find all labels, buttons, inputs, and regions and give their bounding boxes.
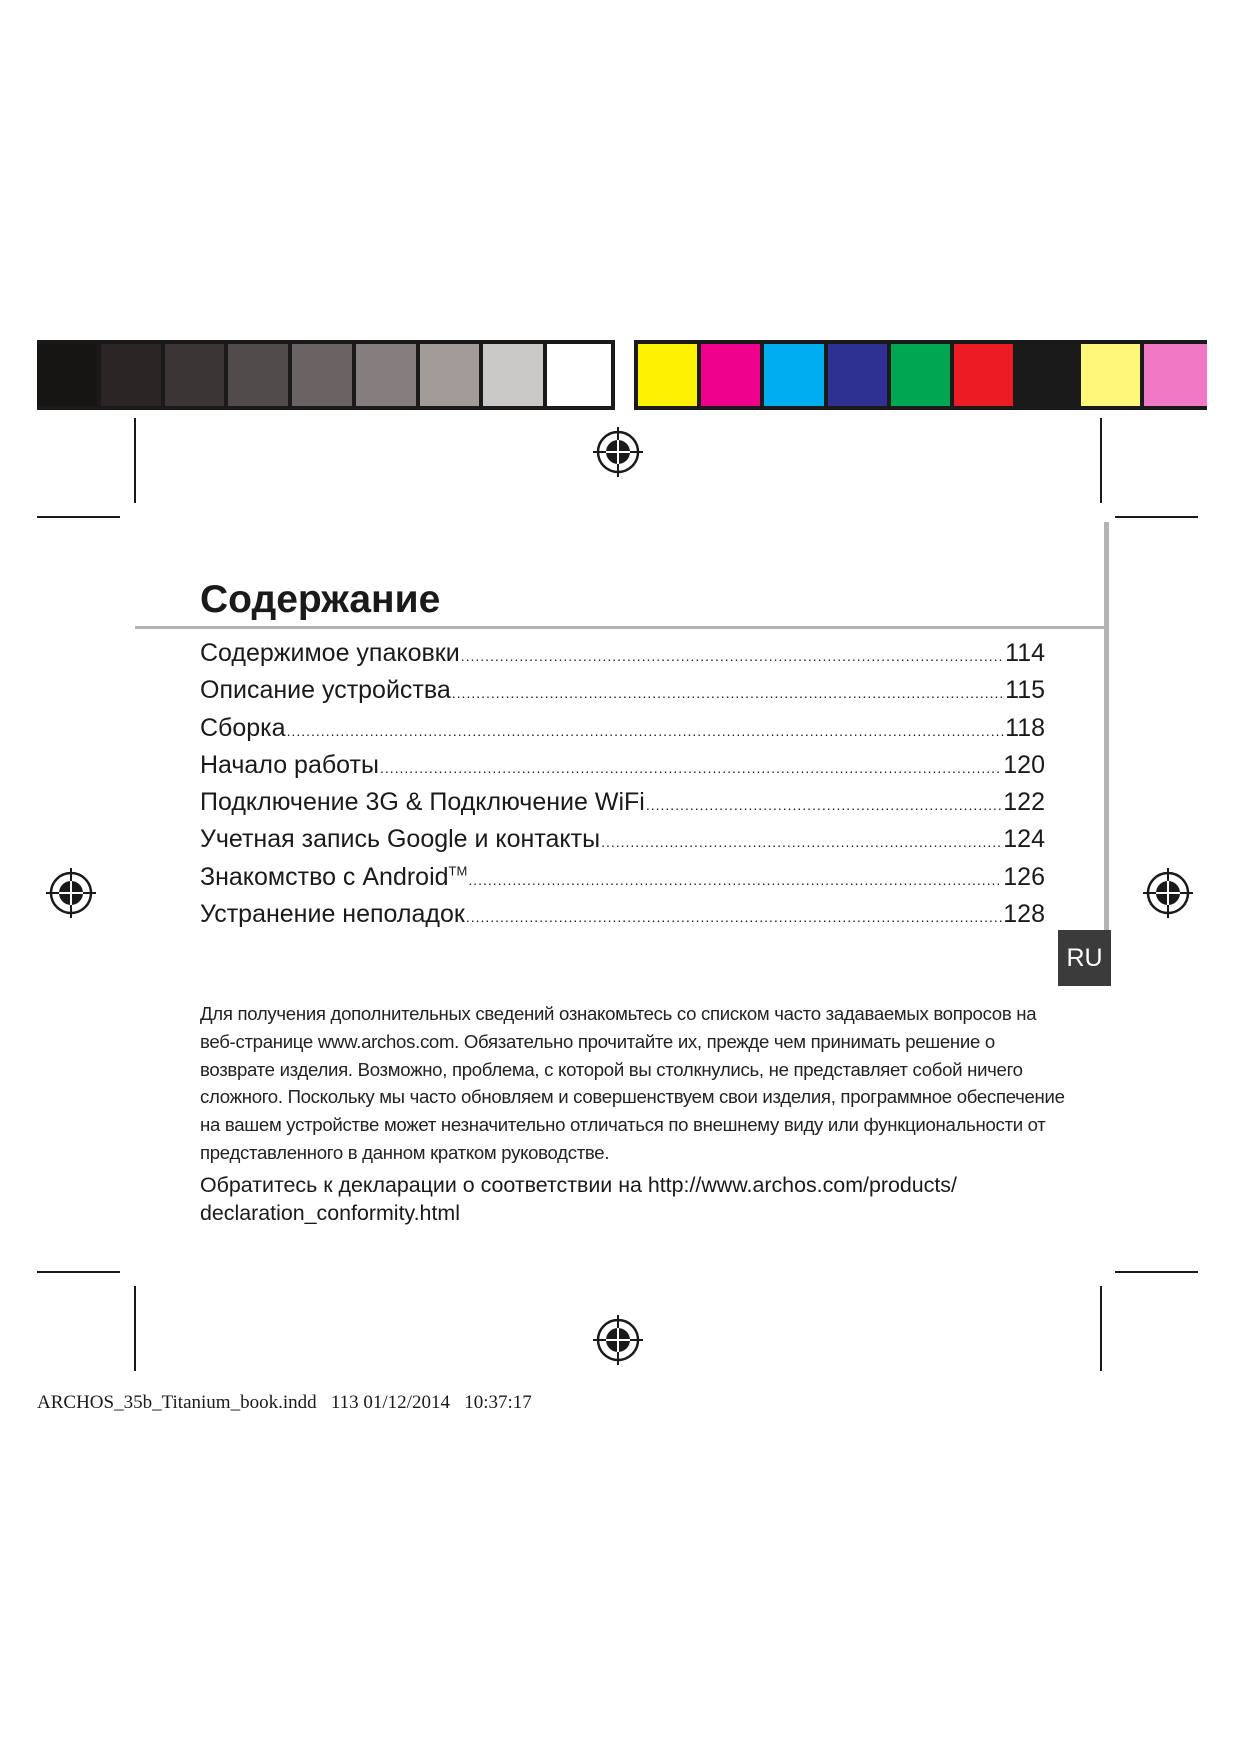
crop-mark bbox=[134, 1286, 136, 1371]
trademark-superscript: TM bbox=[448, 863, 468, 879]
toc-entry-label: Сборка bbox=[200, 713, 286, 742]
toc-entry-page: 126 bbox=[1003, 862, 1045, 891]
toc-entry-label: Устранение неполадок bbox=[200, 900, 465, 929]
toc-entry-page: 120 bbox=[1003, 750, 1045, 779]
slug-date: 01/12/2014 bbox=[363, 1392, 450, 1413]
crop-mark bbox=[37, 516, 120, 518]
crop-mark bbox=[37, 1271, 120, 1273]
toc-entry[interactable] bbox=[200, 676, 1045, 713]
crop-mark bbox=[1115, 516, 1198, 518]
slug-time: 10:37:17 bbox=[464, 1392, 532, 1413]
print-slug bbox=[37, 1392, 532, 1414]
toc-entry[interactable] bbox=[200, 714, 1045, 751]
declaration-paragraph: Обратитесь к декларации о соответствии на http://www.archos.com/products/ declaration_conformity.html bbox=[200, 1173, 957, 1225]
color-swatch bbox=[420, 344, 484, 406]
toc-entry-page: 124 bbox=[1003, 825, 1045, 854]
crop-mark bbox=[1100, 1286, 1102, 1371]
toc-entry-label: Подключение 3G & Подключение WiFi bbox=[200, 788, 645, 817]
toc-entry-page: 114 bbox=[1005, 639, 1045, 667]
toc-entry[interactable] bbox=[200, 788, 1045, 825]
color-swatch bbox=[828, 344, 891, 406]
color-swatch bbox=[954, 344, 1017, 406]
toc-leader-dots bbox=[468, 872, 1002, 888]
crop-mark bbox=[1115, 1271, 1198, 1273]
registration-mark-icon bbox=[591, 425, 645, 479]
toc-entry-label: Начало работы bbox=[200, 750, 379, 779]
toc-entry-label bbox=[200, 863, 467, 892]
color-swatch bbox=[356, 344, 420, 406]
info-paragraph: Для получения дополнительных сведений ознакомьтесь со списком часто задаваемых вопросов на веб-странице www.archos.com. Обязательно прочитайте их, прежде чем принимать решение о возврате изделия. Возможно, проблема, с которой вы столкнулись, не представляет собой ничего сложного. Поскольку мы часто обновляем и совершенствуем свои изделия, программное обеспечение на вашем устройстве может незначительно отличаться по внешнему виду или функциональности от представленного в данном кратком руководстве. bbox=[200, 1003, 1065, 1163]
toc-entry-page: 115 bbox=[1005, 676, 1045, 705]
color-swatch bbox=[1017, 344, 1080, 406]
toc-entry-page: 122 bbox=[1003, 788, 1045, 817]
color-swatch bbox=[228, 344, 292, 406]
color-swatch bbox=[764, 344, 827, 406]
toc-entry[interactable] bbox=[200, 825, 1045, 862]
color-swatch bbox=[101, 344, 165, 406]
color-swatch bbox=[165, 344, 229, 406]
color-swatch bbox=[701, 344, 764, 406]
toc-entry-page: 128 bbox=[1003, 900, 1045, 929]
table-of-contents bbox=[200, 639, 1045, 937]
toc-entry-page: 118 bbox=[1005, 713, 1045, 742]
toc-leader-dots bbox=[646, 797, 1002, 813]
color-swatch bbox=[37, 344, 101, 406]
registration-mark-icon bbox=[591, 1313, 645, 1367]
crop-mark bbox=[1100, 418, 1102, 503]
registration-mark-icon bbox=[44, 866, 98, 920]
process-color-bar bbox=[634, 340, 1207, 410]
color-swatch bbox=[638, 344, 701, 406]
toc-leader-dots bbox=[452, 685, 1004, 701]
color-swatch bbox=[891, 344, 954, 406]
language-tab: RU bbox=[1058, 930, 1111, 986]
toc-leader-dots bbox=[461, 648, 1004, 664]
crop-mark bbox=[134, 418, 136, 503]
toc-leader-dots bbox=[287, 723, 1005, 739]
page-title: Содержание bbox=[200, 578, 441, 621]
toc-entry-label: Описание устройства bbox=[200, 676, 451, 705]
toc-entry-label: Учетная запись Google и контакты bbox=[200, 825, 601, 854]
toc-entry-label: Содержимое упаковки bbox=[200, 639, 460, 667]
color-swatch bbox=[292, 344, 356, 406]
toc-entry[interactable] bbox=[200, 639, 1045, 676]
toc-leader-dots bbox=[601, 834, 1002, 850]
toc-leader-dots bbox=[466, 909, 1002, 925]
color-swatch bbox=[483, 344, 547, 406]
toc-leader-dots bbox=[380, 760, 1002, 776]
slug-file: ARCHOS_35b_Titanium_book.indd bbox=[37, 1392, 317, 1413]
title-divider bbox=[135, 626, 1105, 629]
toc-entry[interactable] bbox=[200, 863, 1045, 900]
slug-page: 113 bbox=[330, 1392, 359, 1413]
toc-entry-label-text: Знакомство с Android bbox=[200, 862, 449, 891]
registration-mark-icon bbox=[1141, 866, 1195, 920]
color-swatch bbox=[547, 344, 611, 406]
color-swatch bbox=[1144, 344, 1207, 406]
side-divider bbox=[1104, 522, 1109, 932]
toc-entry[interactable] bbox=[200, 751, 1045, 788]
toc-entry[interactable] bbox=[200, 900, 1045, 937]
grayscale-color-bar bbox=[37, 340, 615, 410]
color-swatch bbox=[1081, 344, 1144, 406]
